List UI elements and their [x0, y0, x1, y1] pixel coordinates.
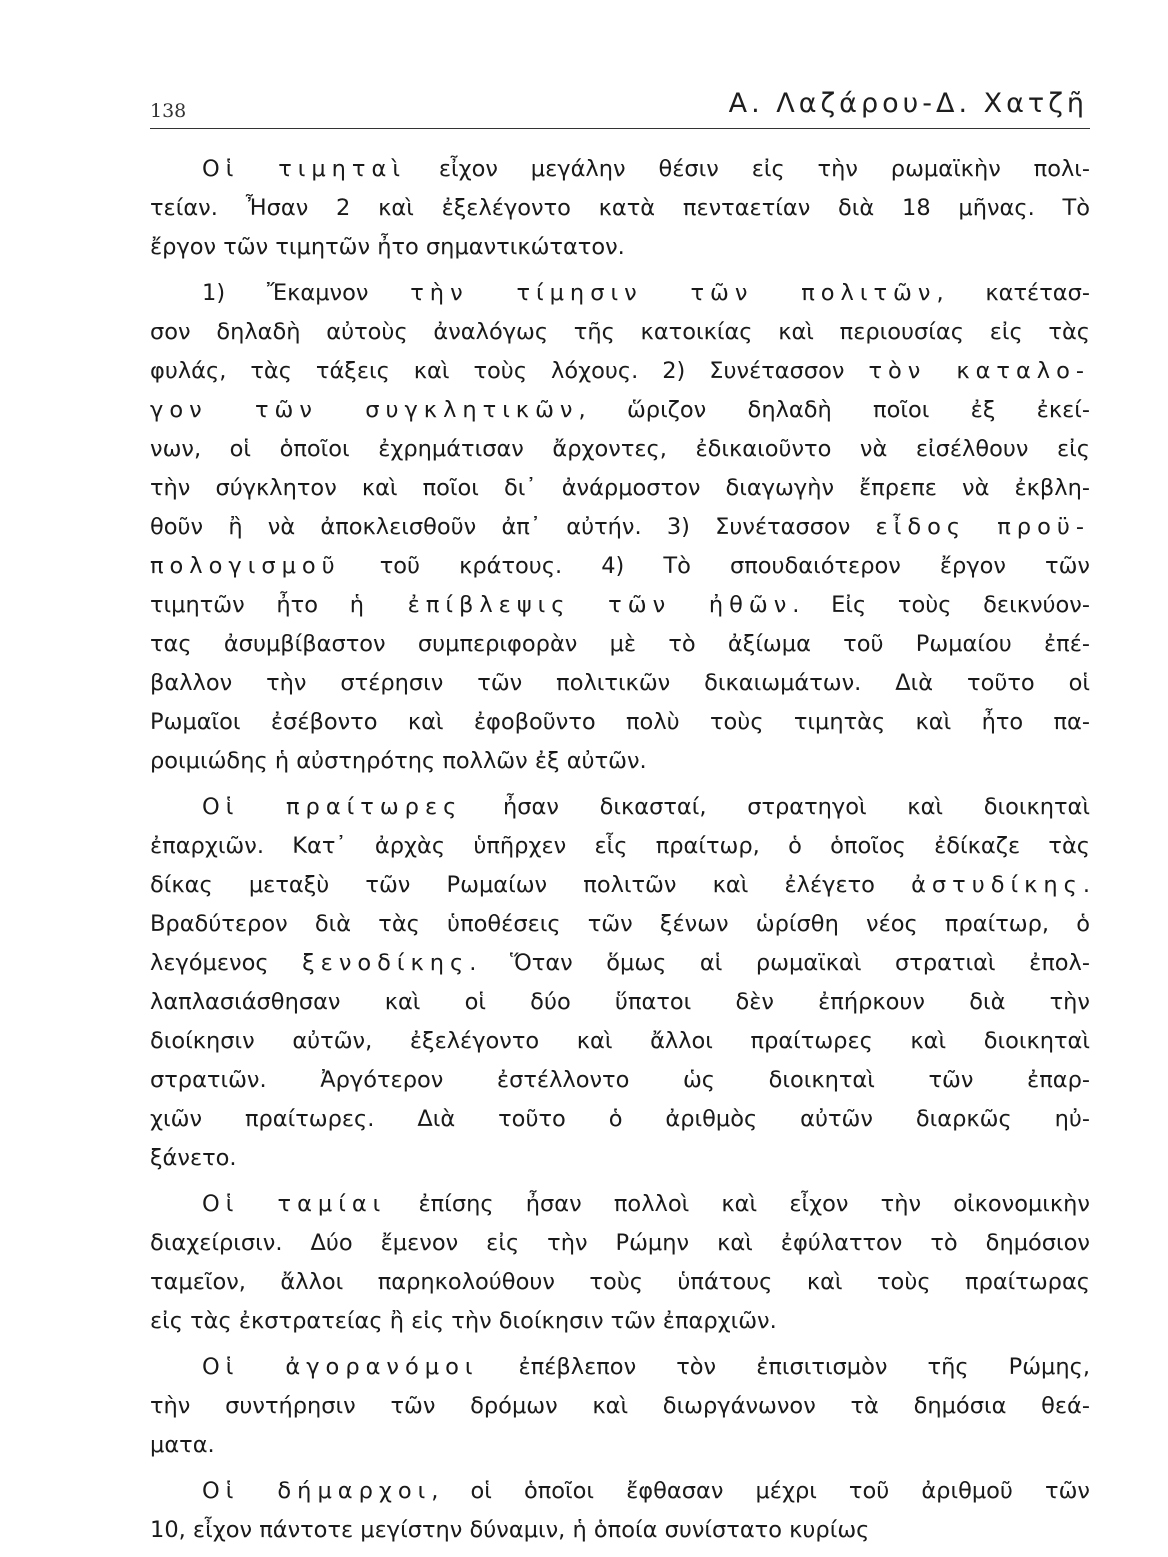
- line-text: 1) Ἔκαμνον: [202, 280, 411, 306]
- line-text: Ρωμαῖοι ἐσέβοντο καὶ ἐφοβοῦντο πολὺ τοὺς τιμητὰς καὶ ἦτο πα-: [150, 709, 1090, 735]
- body-text: [150, 150, 1090, 1557]
- spaced-emphasis: ἀστυδίκης: [911, 872, 1083, 898]
- text-line: [150, 1139, 1090, 1178]
- line-text: ἐπέβλεπον τὸν ἐπισιτισμὸν τῆς Ρώμης,: [478, 1354, 1090, 1380]
- paragraph: [150, 1348, 1090, 1465]
- text-line: [150, 1472, 1090, 1511]
- text-line: [150, 228, 1090, 267]
- line-text: λεγόμενος: [150, 950, 303, 976]
- spaced-emphasis: τὴν τίμησιν τῶν πολιτῶν: [410, 280, 937, 306]
- paragraph: [150, 1472, 1090, 1550]
- line-text: .: [1082, 872, 1090, 898]
- line-text: τας ἀσυμβίβαστον συμπεριφορὰν μὲ τὸ ἀξίωμα τοῦ Ρωμαίου ἐπέ-: [150, 631, 1090, 657]
- text-line: [150, 547, 1090, 586]
- line-text: , κατέτασ-: [936, 280, 1090, 306]
- text-line: [150, 313, 1090, 352]
- line-text: νων, οἱ ὁποῖοι ἐχρημάτισαν ἄρχοντες, ἐδικαιοῦντο νὰ εἰσέλθουν εἰς: [150, 436, 1090, 462]
- text-line: [150, 586, 1090, 625]
- text-line: [150, 1511, 1090, 1550]
- text-line: [150, 1387, 1090, 1426]
- line-text: στρατιῶν. Ἀργότερον ἐστέλλοντο ὡς διοικηταὶ τῶν ἐπαρ-: [150, 1067, 1090, 1093]
- line-text: τιμητῶν ἦτο: [150, 592, 350, 618]
- line-text: . Ὅταν ὅμως αἱ ρωμαϊκαὶ στρατιαὶ ἐπολ-: [469, 950, 1090, 976]
- paragraph: [150, 788, 1090, 1178]
- text-line: [150, 1100, 1090, 1139]
- line-text: , οἱ ὁποῖοι ἔφθασαν μέχρι τοῦ ἀριθμοῦ τῶν: [431, 1478, 1090, 1504]
- spaced-emphasis: πολογισμοῦ: [150, 553, 341, 579]
- text-line: [150, 391, 1090, 430]
- spaced-emphasis: Οἱ πραίτωρες: [202, 794, 463, 820]
- paragraph: [150, 1185, 1090, 1341]
- text-line: [150, 625, 1090, 664]
- line-text: ξάνετο.: [150, 1145, 237, 1171]
- spaced-emphasis: εἶδος προϋ-: [875, 514, 1090, 540]
- text-line: [150, 866, 1090, 905]
- text-line: [150, 1348, 1090, 1387]
- spaced-emphasis: Οἱ ταμίαι: [202, 1191, 387, 1217]
- line-text: εἰς τὰς ἐκστρατείας ἢ εἰς τὴν διοίκησιν τῶν ἐπαρχιῶν.: [150, 1308, 777, 1334]
- text-line: [150, 983, 1090, 1022]
- line-text: ματα.: [150, 1432, 215, 1458]
- line-text: ἐπαρχιῶν. Κατ᾽ ἀρχὰς ὑπῆρχεν εἷς πραίτωρ, ὁ ὁποῖος ἐδίκαζε τὰς: [150, 833, 1090, 859]
- text-line: [150, 703, 1090, 742]
- page-header: [150, 82, 1090, 129]
- text-line: [150, 1426, 1090, 1465]
- line-text: ἐπίσης ἦσαν πολλοὶ καὶ εἶχον τὴν οἰκονομικὴν: [386, 1191, 1090, 1217]
- text-line: [150, 150, 1090, 189]
- text-line: [150, 905, 1090, 944]
- text-line: [150, 1022, 1090, 1061]
- spaced-emphasis: Οἱ δήμαρχοι: [202, 1478, 432, 1504]
- text-line: [150, 827, 1090, 866]
- text-line: [150, 944, 1090, 983]
- line-text: Βραδύτερον διὰ τὰς ὑποθέσεις τῶν ξένων ὡρίσθη νέος πραίτωρ, ὁ: [150, 911, 1090, 937]
- line-text: τὴν σύγκλητον καὶ ποῖοι δι᾽ ἀνάρμοστον διαγωγὴν ἔπρεπε νὰ ἐκβλη-: [150, 475, 1090, 501]
- line-text: 10, εἶχον πάντοτε μεγίστην δύναμιν, ἡ ὁποία συνίστατο κυρίως: [150, 1517, 870, 1543]
- spaced-emphasis: ξενοδίκης: [302, 950, 470, 976]
- text-line: [150, 1224, 1090, 1263]
- line-text: δίκας μεταξὺ τῶν Ρωμαίων πολιτῶν καὶ ἐλέγετο: [150, 872, 912, 898]
- page-number: 138: [150, 100, 187, 122]
- paragraph: [150, 274, 1090, 781]
- text-line: [150, 742, 1090, 781]
- line-text: σον δηλαδὴ αὐτοὺς ἀναλόγως τῆς κατοικίας καὶ περιουσίας εἰς τὰς: [150, 319, 1090, 345]
- line-text: ταμεῖον, ἄλλοι παρηκολούθουν τοὺς ὑπάτους καὶ τοὺς πραίτωρας: [150, 1269, 1090, 1295]
- line-text: βαλλον τὴν στέρησιν τῶν πολιτικῶν δικαιωμάτων. Διὰ τοῦτο οἱ: [150, 670, 1090, 696]
- spaced-emphasis: γον τῶν συγκλητικῶν: [150, 397, 579, 423]
- line-text: τὴν συντήρησιν τῶν δρόμων καὶ διωργάνωνον τὰ δημόσια θεά-: [150, 1393, 1090, 1419]
- line-text: χιῶν πραίτωρες. Διὰ τοῦτο ὁ ἀριθμὸς αὐτῶν διαρκῶς ηὐ-: [150, 1106, 1090, 1132]
- running-head: Α. Λαζάρου-Δ. Χατζῆ: [728, 88, 1088, 119]
- text-line: [150, 469, 1090, 508]
- text-line: [150, 1185, 1090, 1224]
- spaced-emphasis: Οἱ ἀγορανόμοι: [202, 1354, 479, 1380]
- line-text: διοίκησιν αὐτῶν, ἐξελέγοντο καὶ ἄλλοι πραίτωρες καὶ διοικηταὶ: [150, 1028, 1090, 1054]
- line-text: τοῦ κράτους. 4) Τὸ σπουδαιότερον ἔργον τῶν: [340, 553, 1090, 579]
- line-text: φυλάς, τὰς τάξεις καὶ τοὺς λόχους. 2) Συνέτασσον: [150, 358, 869, 384]
- paragraph: [150, 150, 1090, 267]
- spaced-emphasis: Οἱ τιμηταὶ: [202, 156, 406, 182]
- line-text: . Εἰς τοὺς δεικνύον-: [792, 592, 1090, 618]
- line-text: ροιμιώδης ἡ αὐστηρότης πολλῶν ἐξ αὐτῶν.: [150, 748, 647, 774]
- line-text: λαπλασιάσθησαν καὶ οἱ δύο ὕπατοι δὲν ἐπήρκουν διὰ τὴν: [150, 989, 1090, 1015]
- line-text: διαχείρισιν. Δύο ἔμενον εἰς τὴν Ρώμην καὶ ἐφύλαττον τὸ δημόσιον: [150, 1230, 1090, 1256]
- line-text: , ὥριζον δηλαδὴ ποῖοι ἐξ ἐκεί-: [578, 397, 1090, 423]
- text-line: [150, 430, 1090, 469]
- line-text: εἶχον μεγάλην θέσιν εἰς τὴν ρωμαϊκὴν πολι-: [405, 156, 1091, 182]
- line-text: θοῦν ἢ νὰ ἀποκλεισθοῦν ἀπ᾽ αὐτήν. 3) Συνέτασσον: [150, 514, 876, 540]
- text-line: [150, 1263, 1090, 1302]
- text-line: [150, 1302, 1090, 1341]
- line-text: τείαν. Ἦσαν 2 καὶ ἐξελέγοντο κατὰ πενταετίαν διὰ 18 μῆνας. Τὸ: [150, 195, 1090, 221]
- line-text: ἦσαν δικασταί, στρατηγοὶ καὶ διοικηταὶ: [462, 794, 1090, 820]
- text-line: [150, 274, 1090, 313]
- text-line: [150, 664, 1090, 703]
- text-line: [150, 1061, 1090, 1100]
- text-line: [150, 189, 1090, 228]
- text-line: [150, 352, 1090, 391]
- spaced-emphasis: τὸν καταλο-: [868, 358, 1091, 384]
- spaced-emphasis: ἡ ἐπίβλεψις τῶν ἠθῶν: [349, 592, 793, 618]
- text-line: [150, 788, 1090, 827]
- line-text: ἔργον τῶν τιμητῶν ἦτο σημαντικώτατον.: [150, 234, 625, 260]
- text-line: [150, 508, 1090, 547]
